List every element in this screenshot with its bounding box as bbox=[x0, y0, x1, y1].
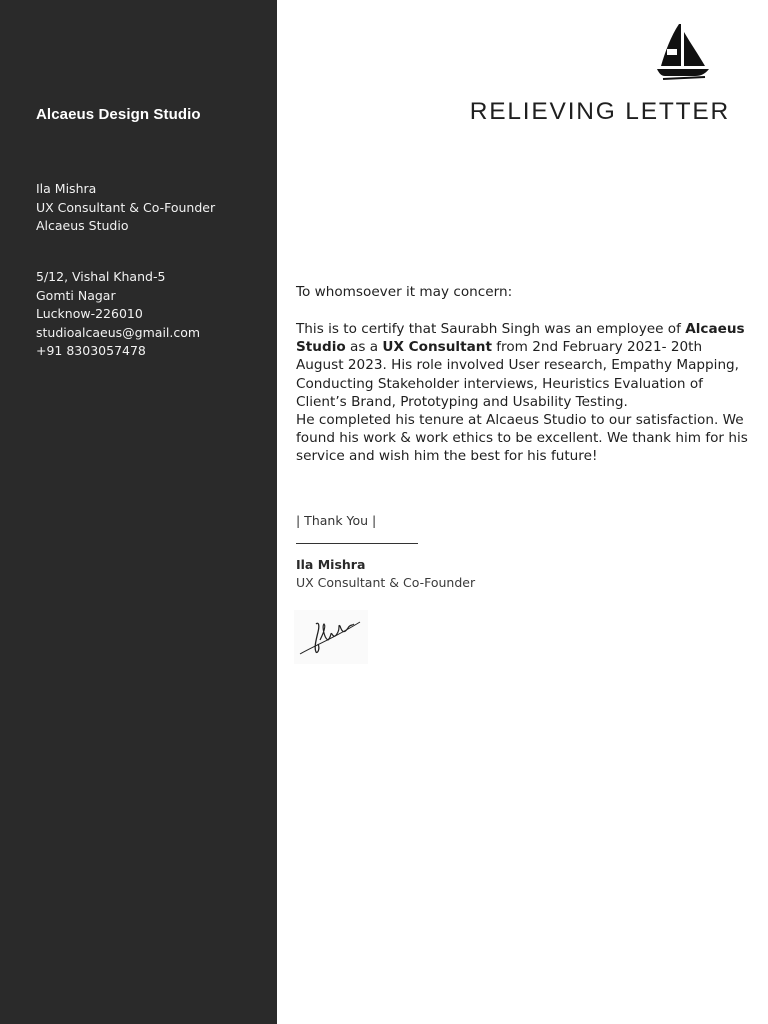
sender-info bbox=[36, 180, 215, 236]
address-city: Lucknow-226010 bbox=[36, 306, 143, 321]
signer-role: UX Consultant & Co-Founder bbox=[296, 575, 476, 590]
letter-paragraph-1: This is to certify that Saurabh Singh was an employee of Alcaeus Studio as a UX Consultant from 2nd February 2021- 20th August 2023. His role involved User research, Empathy Mapping, Conducting Stakeholder interviews, Heuristics Evaluation of Client’s Brand, Prototyping and Usability Testing. bbox=[296, 321, 745, 410]
signature-line bbox=[296, 543, 418, 544]
sailboat-logo-icon bbox=[655, 22, 711, 82]
sender-address bbox=[36, 268, 200, 361]
sender-title: UX Consultant & Co-Founder bbox=[36, 199, 216, 215]
sidebar bbox=[0, 0, 277, 1024]
address-street: 5/12, Vishal Khand-5 bbox=[36, 269, 166, 284]
employee-role: UX Consultant bbox=[382, 339, 492, 356]
sender-company: Alcaeus Studio bbox=[36, 218, 129, 233]
letter-body bbox=[296, 320, 748, 466]
address-area: Gomti Nagar bbox=[36, 287, 116, 303]
letter-paragraph-2: He completed his tenure at Alcaeus Studio to our satisfaction. We found his work & work ethics to be excellent. We thank him for his service and wish him the best for his future! bbox=[296, 412, 748, 465]
handwritten-signature-icon bbox=[294, 610, 368, 664]
sender-name: Ila Mishra bbox=[36, 181, 97, 196]
contact-phone: +91 8303057478 bbox=[36, 343, 146, 358]
document-title: RELIEVING LETTER bbox=[469, 98, 730, 125]
company-name: Alcaeus Studio bbox=[296, 321, 745, 356]
studio-name: Alcaeus Design Studio bbox=[36, 106, 201, 123]
signer-name: Ila Mishra bbox=[296, 557, 366, 572]
salutation: To whomsoever it may concern: bbox=[296, 284, 513, 300]
contact-email: studioalcaeus@gmail.com bbox=[36, 324, 201, 340]
thank-you-text: | Thank You | bbox=[296, 513, 377, 528]
